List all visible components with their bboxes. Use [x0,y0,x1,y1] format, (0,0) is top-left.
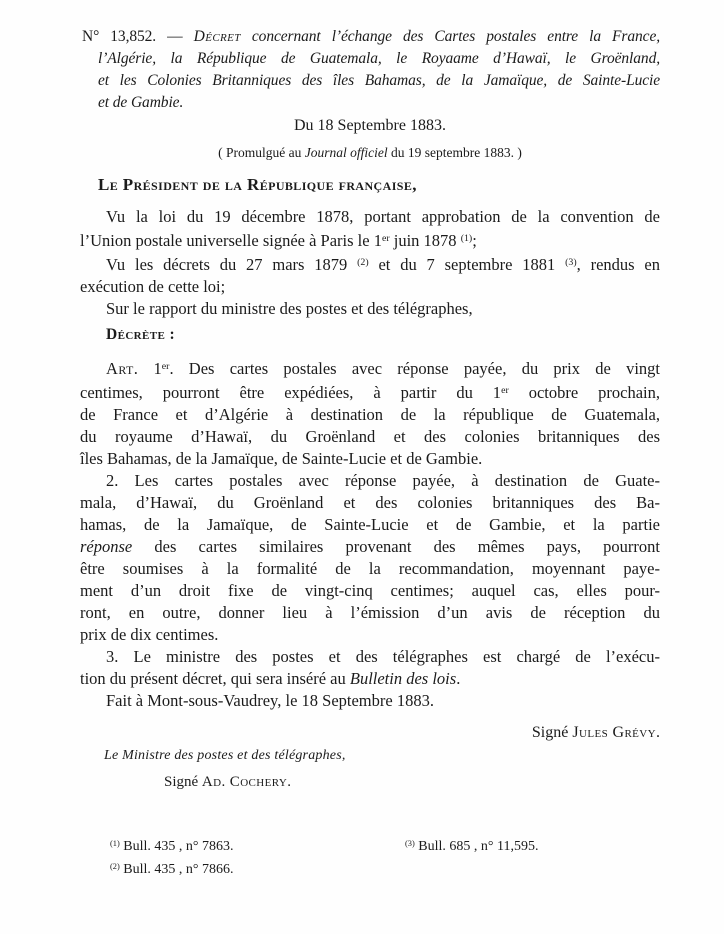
recital-line: Sur le rapport du ministre des postes et des télégraphes, [106,298,473,318]
footnotes-right-column [405,834,538,857]
article-line: hamas, de la Jamaïque, de Sainte-Lucie et de Gambie, et la partie [80,514,660,534]
article-line: 2. Les cartes postales avec réponse payée, à destination de Guate- [106,470,660,490]
recital-line: l’Union postale universelle signée à Paris le 1er juin 1878 $^{(1)}$; [80,230,477,250]
article-3 [80,646,660,690]
footnote-3: $^{(3)}$ Bull. 685 , n° 11,595. [405,838,539,854]
article-line: de France et d’Algérie à destination de la république de Guatemala, [80,404,660,424]
recital-decrees [80,252,660,298]
article-line: réponse des cartes similaires provenant des mêmes pays, pourront [80,536,660,556]
recital-report [80,298,660,320]
recital-line: Vu la loi du 19 décembre 1878, portant approbation de la convention de [106,207,660,226]
decrete-line: Décrète : [106,325,176,343]
article-line: être soumises à la formalité de la recommandation, moyennant paye- [80,558,660,578]
footnote-2: $^{(2)}$ Bull. 435 , n° 7866. [110,861,234,878]
article-1 [80,356,660,470]
minister-title: Le Ministre des postes et des télégraphes, [104,747,346,763]
recital-line: Vu les décrets du 27 mars 1879 $^{(2)}$ et du 7 septembre 1881 $^{(3)}$, rendus en [106,254,660,274]
heading-line-2: l’Algérie, la République de Guatemala, le Royaame d’Hawaï, le Groënland, [98,50,660,67]
recital-law-1878 [80,206,660,252]
closing-statement [80,690,660,712]
recital-line: exécution de cette loi; [80,276,226,296]
article-line: du royaume d’Hawaï, du Groënland et des colonies britanniques des [80,426,660,446]
article-2 [80,470,660,646]
signature-president: Signé Jules Grévy. [531,723,660,741]
article-line: centimes, pourront être expédiées, à partir du 1er octobre prochain, [80,382,660,402]
closing-line: Fait à Mont-sous-Vaudrey, le 18 Septembre 1883. [106,690,434,710]
heading-line-4: et de Gambie. [98,94,184,111]
article-line: mala, d’Hawaï, du Groënland et des colonies britanniques des Ba- [80,492,660,512]
footnotes-left-column [110,834,233,880]
heading-line-1: N° 13,852. — Décret concernant l’échange des Cartes postales entre la France, [82,28,660,45]
article-line: ront, en outre, donner lieu à l’émission d’un avis de réception du [80,602,660,622]
decree-date: Du 18 Septembre 1883. [294,117,446,134]
article-line: îles Bahamas, de la Jamaïque, de Sainte-Lucie et de Gambie. [80,448,483,468]
signature-minister: Signé Ad. Cochery. [164,773,291,790]
article-line: 3. Le ministre des postes et des télégraphes est chargé de l’exécu- [106,646,660,666]
article-line: ment d’un droit fixe de vingt-cinq centimes; auquel cas, elles pour- [80,580,660,600]
decrete-word [80,324,660,346]
article-line: prix de dix centimes. [80,624,219,644]
article-line: tion du présent décret, qui sera inséré au Bulletin des lois. [80,668,461,688]
decree-heading [80,26,660,114]
footnote-1: $^{(1)}$ Bull. 435 , n° 7863. [110,838,234,854]
article-line: Art. 1er. Des cartes postales avec réponse payée, du prix de vingt [106,358,660,378]
salutation-president: Le Président de la République française, [98,175,417,194]
heading-line-3: et les Colonies Britanniques des îles Bahamas, de la Jamaïque, de Sainte-Lucie [98,72,660,89]
promulgation-note: ( Promulgué au Journal officiel du 19 septembre 1883. ) [218,145,522,160]
